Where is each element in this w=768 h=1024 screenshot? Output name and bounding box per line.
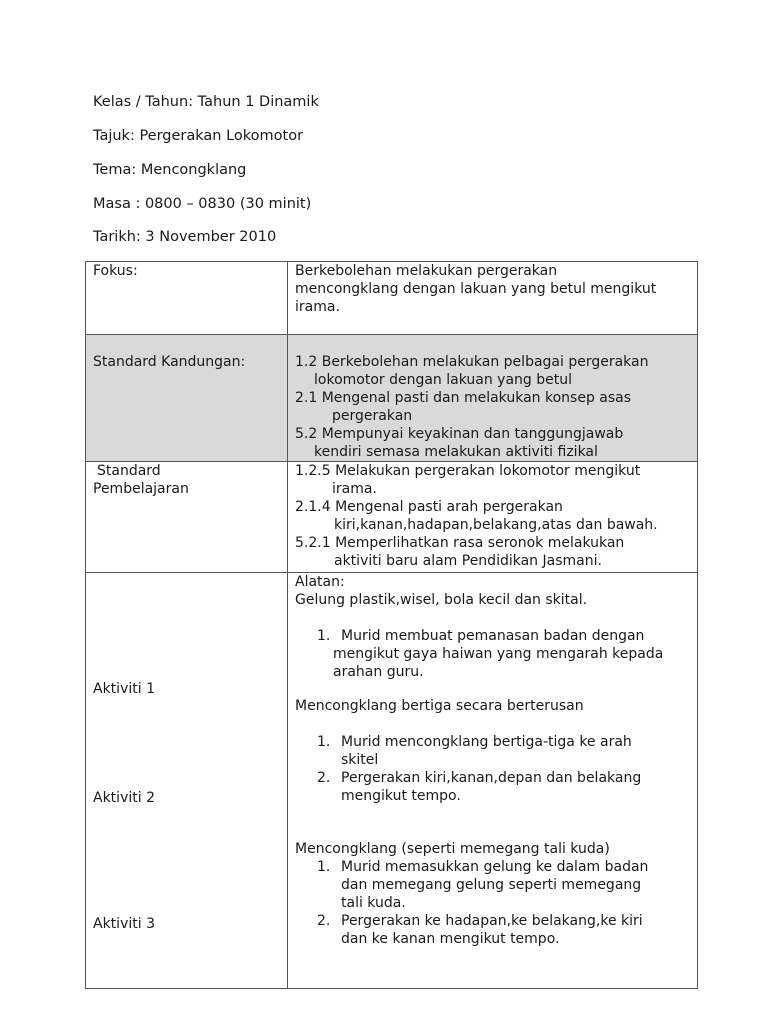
sp-item-line: 1.2.5 Melakukan pergerakan lokomotor mengikut <box>295 463 641 479</box>
sp-item-line: kiri,kanan,hadapan,belakang,atas dan bawah. <box>334 517 658 533</box>
list-line: mengikut tempo. <box>341 788 461 804</box>
sp-item-line: aktiviti baru alam Pendidikan Jasmani. <box>334 553 602 569</box>
list-line: mengikut gaya haiwan yang mengarah kepada <box>333 646 664 662</box>
list-number: 2. <box>317 770 331 786</box>
list-item <box>295 627 691 681</box>
row-standard-kandungan <box>86 335 698 462</box>
aktiviti-content-cell <box>288 573 698 989</box>
sk-item-line: pergerakan <box>332 408 413 424</box>
sk-item-line: 5.2 Mempunyai keyakinan dan tanggungjawab <box>295 426 624 442</box>
aktiviti-3-heading: Mencongklang (seperti memegang tali kuda) <box>295 841 610 857</box>
fokus-label: Fokus: <box>93 263 138 279</box>
list-line: Murid memasukkan gelung ke dalam badan <box>341 859 649 875</box>
fokus-label-cell <box>86 262 288 335</box>
sp-item-line: 2.1.4 Mengenal pasti arah pergerakan <box>295 499 563 515</box>
list-line: arahan guru. <box>333 664 424 680</box>
standard-pembelajaran-label: Pembelajaran <box>93 481 189 497</box>
sk-item-line: 1.2 Berkebolehan melakukan pelbagai pergerakan <box>295 354 649 370</box>
tajuk: Tajuk: Pergerakan Lokomotor <box>93 128 304 144</box>
list-item <box>295 858 691 912</box>
fokus-content-cell <box>288 262 698 335</box>
standard-kandungan-label: Standard Kandungan: <box>93 354 246 370</box>
standard-kandungan-label-cell <box>86 335 288 462</box>
sk-item-line: lokomotor dengan lakuan yang betul <box>314 372 573 388</box>
masa: Masa : 0800 – 0830 (30 minit) <box>93 196 312 212</box>
list-line: Pergerakan ke hadapan,ke belakang,ke kiri <box>341 913 643 929</box>
tarikh: Tarikh: 3 November 2010 <box>93 229 277 245</box>
list-number: 1. <box>317 628 331 644</box>
row-standard-pembelajaran <box>86 462 698 573</box>
list-line: dan memegang gelung seperti memegang <box>341 877 642 893</box>
aktiviti-3-label: Aktiviti 3 <box>93 916 155 932</box>
alatan-title: Alatan: <box>295 574 345 590</box>
alatan-list: Gelung plastik,wisel, bola kecil dan skital. <box>295 592 588 608</box>
aktiviti-2-label: Aktiviti 2 <box>93 790 155 806</box>
list-line: dan ke kanan mengikut tempo. <box>341 931 560 947</box>
aktiviti-2-heading: Mencongklang bertiga secara berterusan <box>295 698 584 714</box>
standard-pembelajaran-label: Standard <box>97 463 161 479</box>
list-item <box>295 733 691 769</box>
list-line: Murid mencongklang bertiga-tiga ke arah <box>341 734 632 750</box>
aktiviti-1-label: Aktiviti 1 <box>93 681 155 697</box>
fokus-line: mencongklang dengan lakuan yang betul mengikut <box>295 281 657 297</box>
standard-pembelajaran-label-cell <box>86 462 288 573</box>
standard-pembelajaran-content-cell <box>288 462 698 573</box>
kelas-tahun: Kelas / Tahun: Tahun 1 Dinamik <box>93 94 319 110</box>
list-number: 1. <box>317 734 331 750</box>
list-line: tali kuda. <box>341 895 406 911</box>
sp-item-line: irama. <box>332 481 377 497</box>
lesson-plan-table <box>85 261 698 989</box>
list-line: skitel <box>341 752 379 768</box>
list-line: Pergerakan kiri,kanan,depan dan belakang <box>341 770 642 786</box>
fokus-line: Berkebolehan melakukan pergerakan <box>295 263 558 279</box>
row-aktiviti <box>86 573 698 989</box>
list-item <box>295 912 691 948</box>
sk-item-line: kendiri semasa melakukan aktiviti fizikal <box>314 444 598 460</box>
aktiviti-label-cell <box>86 573 288 989</box>
list-line: Murid membuat pemanasan badan dengan <box>341 628 645 644</box>
row-fokus <box>86 262 698 335</box>
tema: Tema: Mencongklang <box>93 162 247 178</box>
list-number: 2. <box>317 913 331 929</box>
list-item <box>295 769 691 805</box>
standard-kandungan-content-cell <box>288 335 698 462</box>
sp-item-line: 5.2.1 Memperlihatkan rasa seronok melakukan <box>295 535 625 551</box>
fokus-line: irama. <box>295 299 340 315</box>
list-number: 1. <box>317 859 331 875</box>
sk-item-line: 2.1 Mengenal pasti dan melakukan konsep asas <box>295 390 632 406</box>
